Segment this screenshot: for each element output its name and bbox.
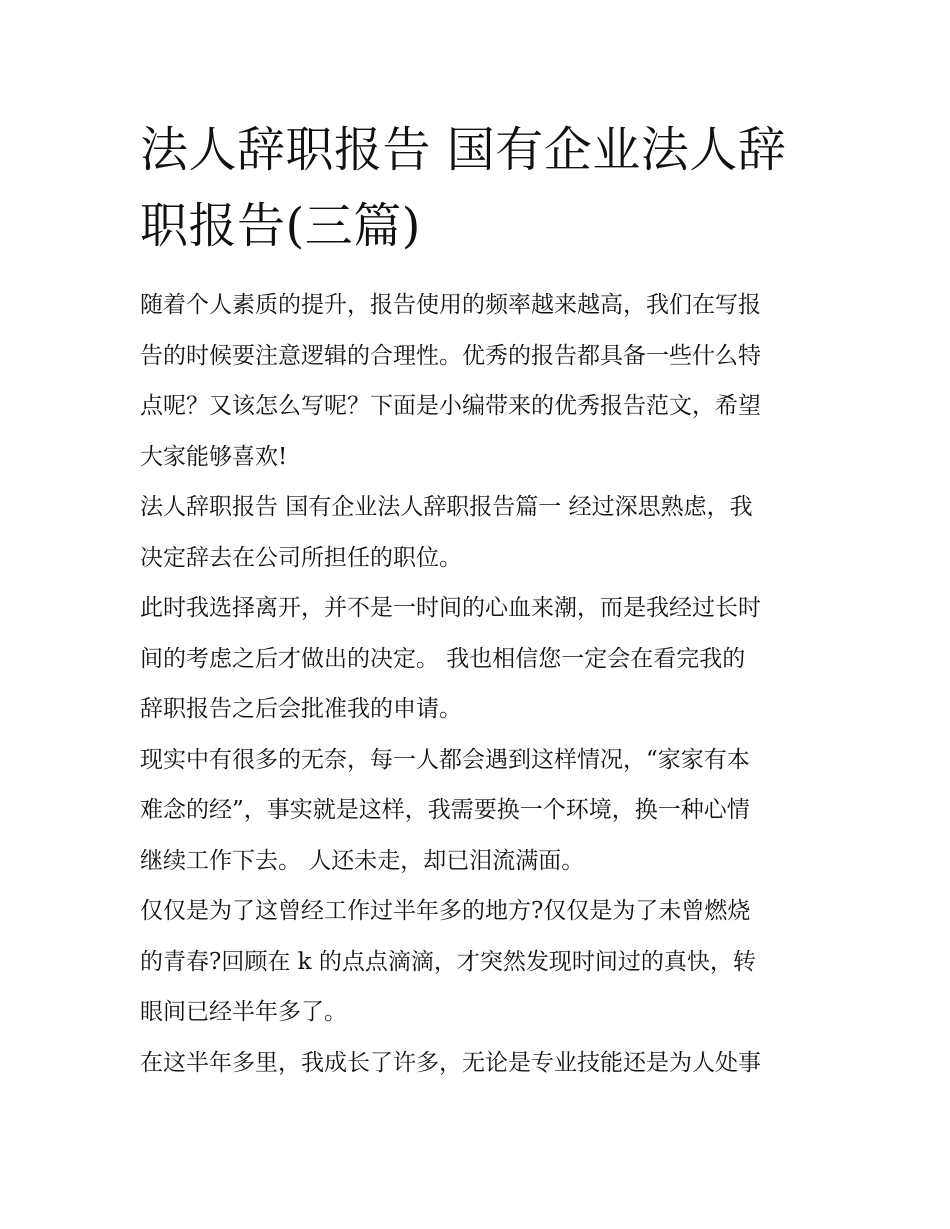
body-paragraph xyxy=(140,482,812,583)
text-line: 告的时候要注意逻辑的合理性。优秀的报告都具备一些什么特 xyxy=(140,342,761,369)
body-paragraph xyxy=(140,886,812,1038)
text-line: 随着个人素质的提升，报告使用的频率越来越高，我们在写报 xyxy=(140,292,761,318)
text-line: 间的考虑之后才做出的决定。 我也相信您一定会在看完我的 xyxy=(140,645,746,672)
text-line: 辞职报告之后会批准我的申请。 xyxy=(140,696,462,722)
body-paragraph xyxy=(140,583,812,735)
text-line: 难念的经”，事实就是这样，我需要换一个环境，换一种心情 xyxy=(140,797,750,823)
text-line: 此时我选择离开，并不是一时间的心血来潮，而是我经过长时 xyxy=(140,595,761,621)
text-line: 现实中有很多的无奈，每一人都会遇到这样情况，“家家有本 xyxy=(140,746,750,773)
document-title xyxy=(140,112,812,264)
document-page xyxy=(140,112,812,1088)
text-line: 大家能够喜欢! xyxy=(140,443,288,470)
text-line: 仅仅是为了这曾经工作过半年多的地方?仅仅是为了未曾燃烧 xyxy=(140,898,751,924)
body-paragraph xyxy=(140,735,812,887)
text-line: 法人辞职报告 国有企业法人辞职报告篇一 经过深思熟虑，我 xyxy=(140,494,753,520)
title-line: 职报告(三篇) xyxy=(140,198,421,254)
text-line: 继续工作下去。 人还未走，却已泪流满面。 xyxy=(140,847,585,874)
body-paragraph xyxy=(140,1038,812,1089)
text-line: 点呢？又该怎么写呢？下面是小编带来的优秀报告范文，希望 xyxy=(140,393,761,419)
text-line: 决定辞去在公司所担任的职位。 xyxy=(140,544,462,571)
title-line: 法人辞职报告 国有企业法人辞 xyxy=(140,122,787,178)
intro-paragraph xyxy=(140,280,812,482)
text-line: 眼间已经半年多了。 xyxy=(140,999,347,1025)
text-line: 的青春?回顾在 k 的点点滴滴，才突然发现时间过的真快，转 xyxy=(140,948,756,975)
text-line: 在这半年多里，我成长了许多，无论是专业技能还是为人处事 xyxy=(140,1049,761,1076)
document-body xyxy=(140,280,812,1088)
